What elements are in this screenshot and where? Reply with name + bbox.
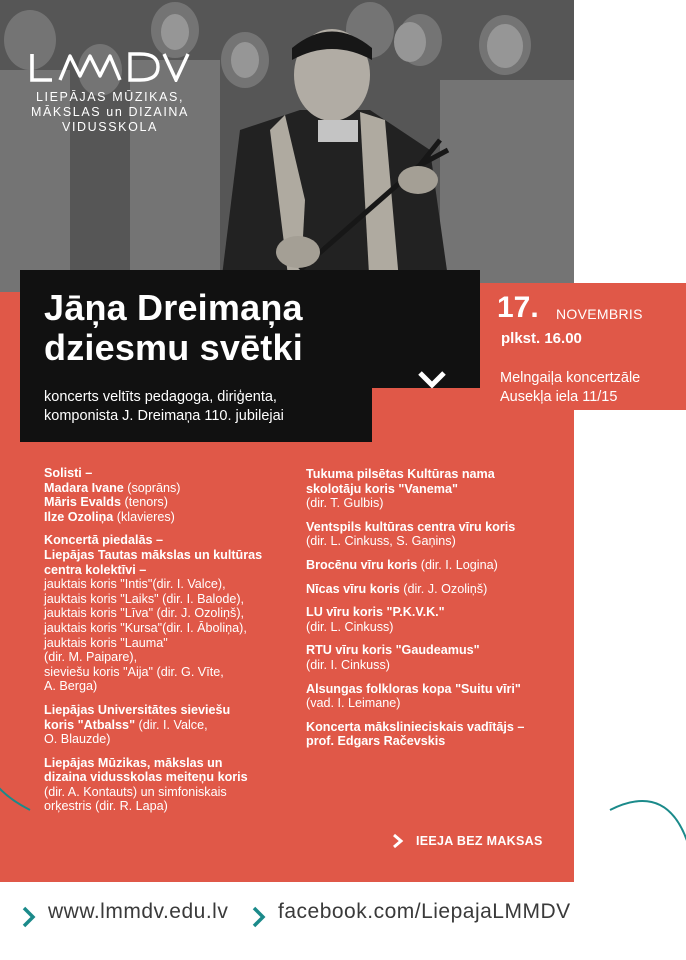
lmmdv-logo-mark: [30, 52, 190, 82]
choir-heading: Tukuma pilsētas Kultūras nama: [306, 467, 495, 481]
choir-line: jauktais koris "Intis"(dir. I. Valce),: [44, 577, 226, 592]
artistic-director-heading: Koncerta mākslinieciskais vadītājs –: [306, 719, 525, 734]
choir-heading: Brocēnu vīru koris: [306, 557, 418, 572]
school-choir-block: [44, 756, 294, 814]
choir-block: [306, 682, 568, 711]
choir-line: jauktais koris "Kursa"(dir. I. Āboliņa),: [44, 620, 247, 635]
artistic-director-block: [306, 720, 568, 749]
soloist-role: (klavieres): [113, 509, 175, 524]
event-venue: [500, 369, 686, 407]
choir-director: (dir. L. Cinkuss): [306, 619, 394, 634]
choir-block: [306, 643, 568, 672]
logo-text-line: MĀKSLAS un DIZAINA: [30, 105, 189, 119]
photo-illustration: [0, 0, 574, 292]
school-choir-line: orķestris (dir. R. Lapa): [44, 799, 168, 814]
program-right-column: [306, 467, 568, 758]
university-choir-line: [44, 718, 294, 733]
decorative-arc: [600, 780, 686, 900]
choir-line: jauktais koris "Laiks" (dir. I. Balode),: [44, 591, 245, 606]
university-choir-director: O. Blauzde): [44, 732, 111, 747]
soloist-line: [44, 481, 294, 496]
collective-heading: Liepājas Tautas mākslas un kultūras: [44, 547, 263, 562]
school-choir-line: (dir. A. Kontauts) un simfoniskais: [44, 784, 227, 799]
facebook-link[interactable]: facebook.com/LiepajaLMMDV: [278, 900, 571, 923]
concert-title: [44, 288, 464, 368]
school-choir-heading: Liepājas Mūzikas, mākslas un: [44, 755, 223, 770]
choir-heading: RTU vīru koris "Gaudeamus": [306, 643, 480, 658]
choir-block: [306, 520, 568, 549]
website-link[interactable]: www.lmmdv.edu.lv: [48, 900, 229, 923]
soloist-name: Ilze Ozoliņa: [44, 509, 114, 524]
choir-heading: Ventspils kultūras centra vīru koris: [306, 519, 516, 534]
choir-line: sieviešu koris "Aija" (dir. G. Vīte,: [44, 664, 224, 679]
logo-text-line: LIEPĀJAS MŪZIKAS,: [35, 90, 185, 104]
university-choir-heading: Liepājas Universitātes sieviešu: [44, 702, 231, 717]
chevron-right-icon: [392, 833, 404, 849]
choir-heading: Alsungas folkloras kopa "Suitu vīri": [306, 681, 521, 696]
event-month: NOVEMBRIS: [556, 306, 643, 322]
concert-subtitle: [44, 388, 374, 426]
conductor-photo: [0, 0, 574, 292]
chevron-right-icon: [252, 906, 266, 928]
soloists-block: [44, 466, 294, 524]
chevron-right-icon: [22, 906, 36, 928]
artistic-director-name: prof. Edgars Račevskis: [306, 734, 446, 749]
soloists-heading: Solisti –: [44, 466, 93, 480]
title-line: Jāņa Dreimaņa: [44, 287, 303, 328]
school-logo: [30, 52, 220, 135]
venue-name: Melngaiļa koncertzāle: [500, 370, 641, 386]
choir-line: [306, 582, 568, 597]
subtitle-line: koncerts veltīts pedagoga, diriģenta,: [44, 389, 277, 405]
choir-line: (dir. M. Paipare),: [44, 650, 138, 665]
event-day: 17.: [497, 291, 539, 324]
choir-heading: LU vīru koris "P.K.V.K.": [306, 605, 445, 620]
chevron-down-icon: [416, 368, 448, 392]
choir-line: A. Berga): [44, 679, 98, 694]
soloist-line: [44, 510, 294, 525]
soloist-role: (soprāns): [123, 480, 181, 495]
university-choir-block: [44, 703, 294, 747]
collective-heading: centra kolektīvi –: [44, 562, 147, 577]
choir-line: jauktais koris "Lauma": [44, 635, 168, 650]
free-entry-label: IEEJA BEZ MAKSAS: [416, 834, 543, 848]
choir-line: [306, 558, 568, 573]
soloist-role: (tenors): [121, 495, 168, 510]
choir-block: [306, 558, 568, 573]
choir-director: (dir. L. Cinkuss, S. Gaņins): [306, 534, 456, 549]
soloist-line: [44, 495, 294, 510]
venue-address: Ausekļa iela 11/15: [500, 389, 618, 405]
soloist-name: Māris Evalds: [44, 495, 122, 510]
participants-heading: Koncertā piedalās –: [44, 533, 163, 548]
choir-director: (dir. T. Gulbis): [306, 496, 384, 511]
choir-block: [306, 467, 568, 511]
footer: [0, 894, 686, 944]
school-choir-heading: dizaina vidusskolas meiteņu koris: [44, 770, 248, 785]
university-choir-name: koris "Atbalss": [44, 717, 136, 732]
choir-block: [306, 605, 568, 634]
program-left-column: [44, 466, 294, 823]
choir-director: (dir. I. Logina): [417, 557, 498, 572]
title-line: dziesmu svētki: [44, 327, 303, 368]
choir-heading: Nīcas vīru koris: [306, 581, 400, 596]
soloist-name: Madara Ivane: [44, 480, 124, 495]
choir-line: jauktais koris "Līva" (dir. J. Ozoliņš),: [44, 606, 245, 621]
choir-director: (vad. I. Leimane): [306, 696, 401, 711]
event-time: plkst. 16.00: [501, 330, 582, 347]
choir-heading: skolotāju koris "Vanema": [306, 481, 458, 496]
participants-block: [44, 533, 294, 694]
choir-director: (dir. I. Cinkuss): [306, 657, 390, 672]
university-choir-director: (dir. I. Valce,: [135, 717, 208, 732]
choir-director: (dir. J. Ozoliņš): [399, 581, 488, 596]
subtitle-line: komponista J. Dreimaņa 110. jubilejai: [44, 408, 284, 424]
choir-block: [306, 582, 568, 597]
logo-text-line: VIDUSSKOLA: [62, 120, 158, 134]
